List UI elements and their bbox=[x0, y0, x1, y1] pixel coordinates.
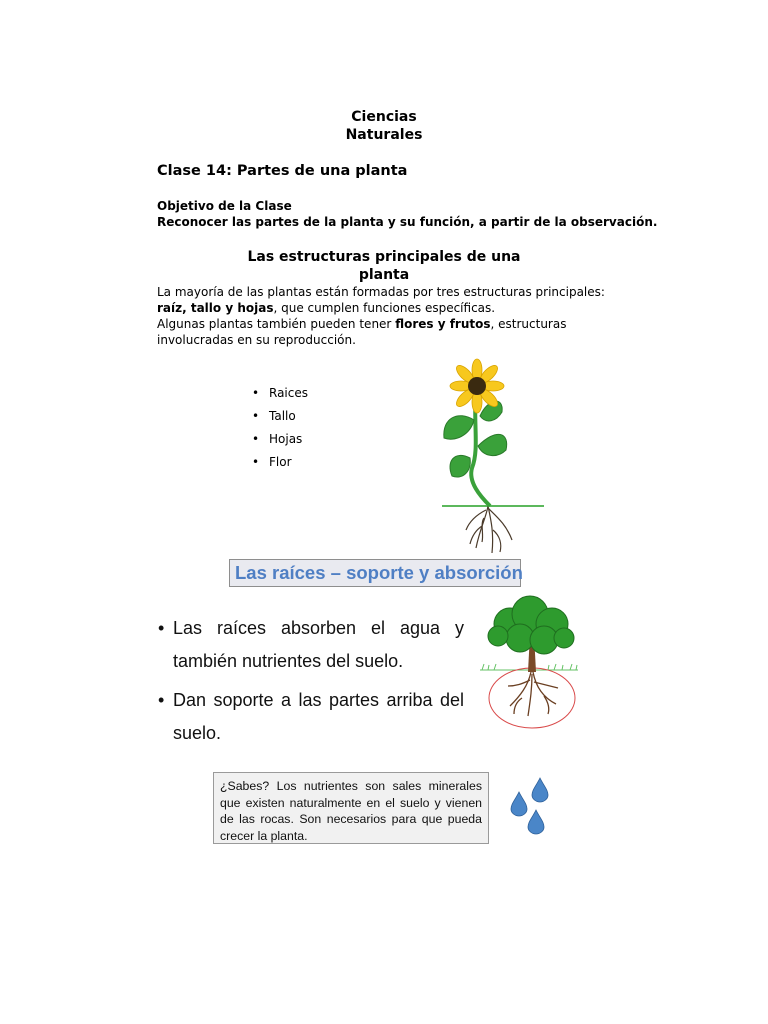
list-item-label: Hojas bbox=[269, 432, 303, 446]
bullet: • bbox=[252, 386, 260, 400]
p1-bold: raíz, tallo y hojas bbox=[157, 301, 274, 315]
list-item bbox=[252, 407, 308, 430]
water-drop-icon bbox=[528, 810, 544, 834]
sunflower-plant-illustration bbox=[436, 358, 548, 558]
list-item bbox=[252, 384, 308, 407]
p1-text: La mayoría de las plantas están formadas por tres estructuras principales: bbox=[157, 285, 605, 299]
sabes-box: ¿Sabes? Los nutrientes son sales minerales que existen naturalmente en el suelo y vienen de las rocas. Son necesarios para que pueda crecer la planta. bbox=[213, 772, 489, 844]
roots-banner: Las raíces – soporte y absorción bbox=[229, 559, 521, 587]
water-drop-icon bbox=[511, 792, 527, 816]
p2-text: Algunas plantas también pueden tener bbox=[157, 317, 396, 331]
list-item bbox=[252, 430, 308, 453]
structures-p2 bbox=[157, 316, 627, 348]
list-item-label: Tallo bbox=[269, 409, 296, 423]
subject-title-line1: Ciencias bbox=[351, 109, 417, 125]
objective-text: Reconocer las partes de la planta y su función, a partir de la observación. bbox=[157, 215, 658, 229]
tree-roots bbox=[508, 672, 558, 716]
plant-parts-list bbox=[252, 384, 308, 476]
sunflower-head bbox=[450, 359, 504, 413]
structures-heading-line1: Las estructuras principales de una bbox=[247, 249, 521, 265]
plant-roots bbox=[466, 506, 512, 553]
p2-bold: flores y frutos bbox=[395, 317, 491, 331]
list-item-label: Flor bbox=[269, 455, 292, 469]
list-item bbox=[158, 612, 464, 678]
roots-points bbox=[158, 612, 464, 750]
roots-point-2: Dan soporte a las partes arriba del suelo. bbox=[173, 690, 464, 743]
p1-text-end: , que cumplen funciones específicas. bbox=[273, 301, 496, 315]
objective-heading: Objetivo de la Clase bbox=[157, 199, 292, 213]
roots-point-1: Las raíces absorben el agua y también nutrientes del suelo. bbox=[173, 618, 464, 671]
structures-p1 bbox=[157, 284, 627, 316]
bullet: • bbox=[252, 455, 260, 469]
tree-roots-illustration bbox=[478, 594, 582, 734]
clase-title: Clase 14: Partes de una planta bbox=[157, 163, 408, 179]
objective-block bbox=[157, 198, 657, 230]
water-drop-icon bbox=[532, 778, 548, 802]
list-item bbox=[252, 453, 308, 476]
water-drops-illustration bbox=[508, 776, 552, 838]
bullet: • bbox=[252, 409, 260, 423]
subject-title-line2: Naturales bbox=[345, 127, 423, 143]
bullet: • bbox=[158, 690, 165, 710]
tree-crown bbox=[488, 596, 574, 654]
structures-heading bbox=[0, 248, 768, 284]
bullet: • bbox=[158, 618, 165, 638]
structures-heading-line2: planta bbox=[358, 267, 410, 283]
p2-text-end: , estructuras involucradas en su reproducción. bbox=[157, 317, 567, 347]
bullet: • bbox=[252, 432, 260, 446]
list-item bbox=[158, 684, 464, 750]
list-item-label: Raices bbox=[269, 386, 308, 400]
structures-paragraph bbox=[157, 284, 627, 348]
